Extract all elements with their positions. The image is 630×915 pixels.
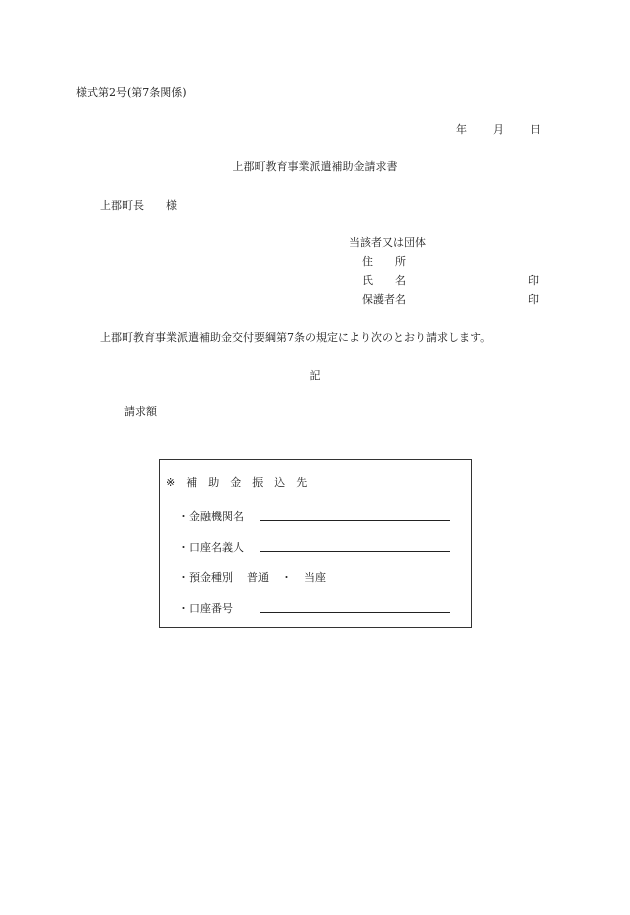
account-holder-label: ・口座名義人 bbox=[178, 541, 244, 554]
account-number-label: ・口座番号 bbox=[178, 602, 233, 615]
seal-mark-guardian: 印 bbox=[528, 293, 539, 306]
recipient-honorific: 様 bbox=[166, 199, 177, 212]
heading-char: 先 bbox=[296, 476, 308, 489]
account-number-field[interactable] bbox=[260, 612, 450, 613]
applicant-name-label bbox=[362, 275, 406, 286]
amount-label: 請求額 bbox=[124, 405, 157, 418]
page-title: 上郡町教育事業派遣補助金請求書 bbox=[232, 160, 398, 173]
recipient bbox=[100, 200, 177, 211]
bank-name-label: ・金融機関名 bbox=[178, 510, 244, 523]
request-sentence: 上郡町教育事業派遣補助金交付要綱第7条の規定により次のとおり請求します。 bbox=[100, 331, 492, 344]
bank-name-field[interactable] bbox=[260, 520, 450, 521]
account-holder-field[interactable] bbox=[260, 551, 450, 552]
address-char-1: 住 bbox=[362, 255, 373, 268]
transfer-destination-box bbox=[159, 459, 472, 628]
date-line bbox=[456, 124, 541, 135]
seal-mark-name: 印 bbox=[528, 274, 539, 287]
deposit-type-row bbox=[178, 572, 326, 583]
date-month: 月 bbox=[493, 123, 504, 136]
deposit-type-separator: ・ bbox=[281, 571, 292, 584]
deposit-type-label: ・預金種別 bbox=[178, 571, 233, 584]
address-char-2: 所 bbox=[395, 255, 406, 268]
transfer-heading bbox=[166, 477, 318, 488]
heading-char: 金 bbox=[230, 476, 242, 489]
date-year: 年 bbox=[456, 123, 467, 136]
heading-char: 振 bbox=[252, 476, 264, 489]
name-char-2: 名 bbox=[395, 274, 406, 287]
heading-char: 助 bbox=[208, 476, 220, 489]
name-char-1: 氏 bbox=[362, 274, 373, 287]
applicant-address-label bbox=[362, 256, 406, 267]
form-number: 様式第2号(第7条関係) bbox=[76, 86, 187, 99]
recipient-name: 上郡町長 bbox=[100, 199, 144, 212]
deposit-type-ordinary[interactable]: 普通 bbox=[247, 571, 269, 584]
ki-marker: 記 bbox=[309, 369, 321, 382]
reference-mark-icon: ※ bbox=[166, 476, 176, 489]
deposit-type-current[interactable]: 当座 bbox=[304, 571, 326, 584]
applicant-guardian-label: 保護者名 bbox=[362, 293, 406, 306]
heading-char: 補 bbox=[186, 476, 198, 489]
applicant-heading: 当該者又は団体 bbox=[349, 236, 426, 249]
date-day: 日 bbox=[530, 123, 541, 136]
heading-char: 込 bbox=[274, 476, 286, 489]
